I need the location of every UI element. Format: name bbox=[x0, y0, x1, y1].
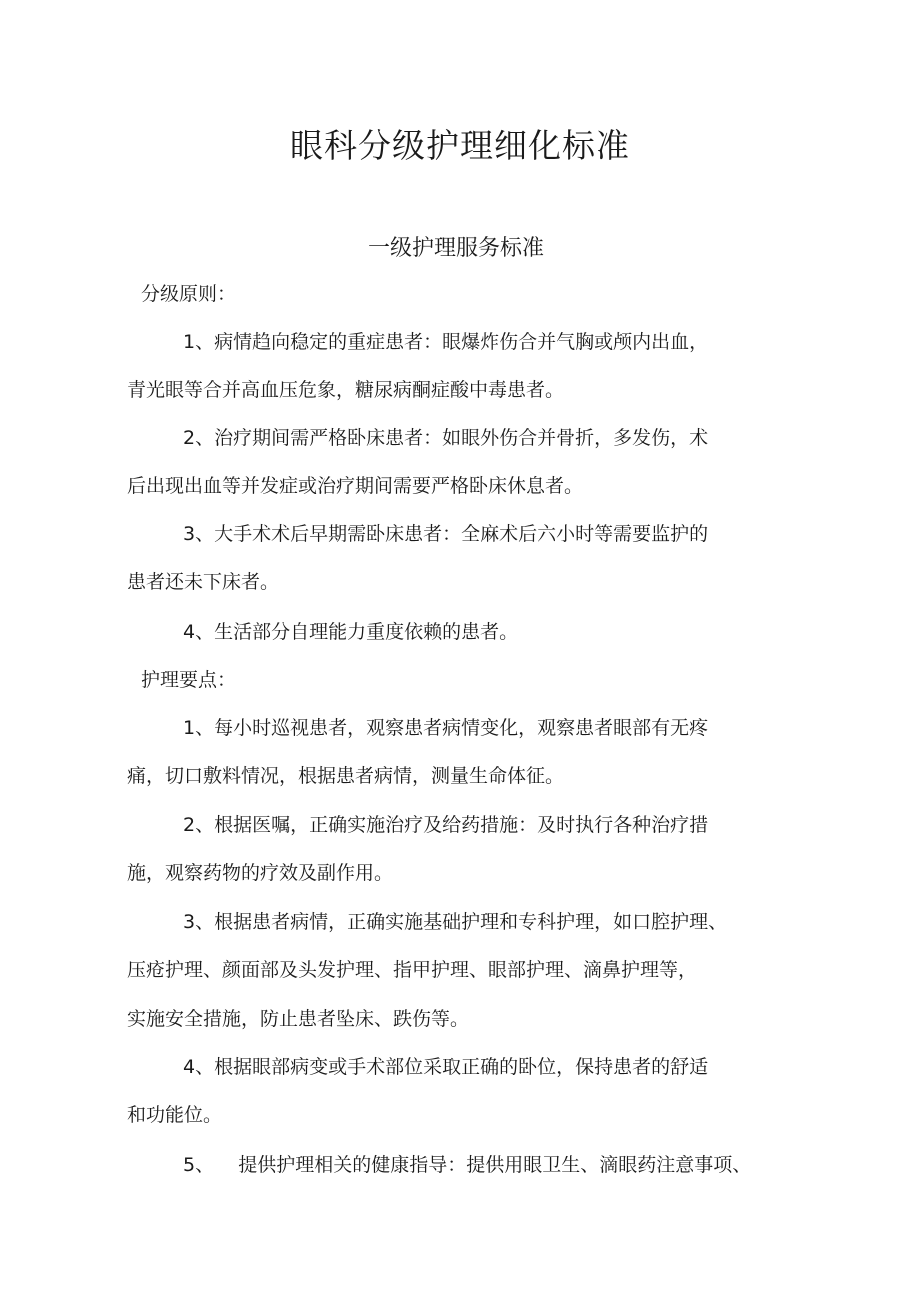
paragraph-line: 痛，切口敷料情况，根据患者病情，测量生命体征。 bbox=[127, 765, 565, 787]
paragraph-line: 后出现出血等并发症或治疗期间需要严格卧床休息者。 bbox=[127, 475, 584, 497]
paragraph-line: 施，观察药物的疗效及副作用。 bbox=[127, 862, 394, 884]
paragraph-line: 和功能位。 bbox=[127, 1104, 223, 1126]
paragraph-line: 青光眼等合并高血压危象，糖尿病酮症酸中毒患者。 bbox=[127, 379, 565, 401]
paragraph-line: 实施安全措施，防止患者坠床、跌伤等。 bbox=[127, 1008, 470, 1030]
paragraph-line: 患者还未下床者。 bbox=[127, 571, 280, 593]
paragraph-line: 5、 提供护理相关的健康指导：提供用眼卫生、滴眼药注意事项、 bbox=[183, 1154, 752, 1176]
paragraph-line: 2、根据医嘱，正确实施治疗及给药措施：及时执行各种治疗措 bbox=[183, 814, 709, 836]
document-subtitle: 一级护理服务标准 bbox=[367, 236, 544, 261]
paragraph-line: 3、大手术术后早期需卧床患者：全麻术后六小时等需要监护的 bbox=[183, 523, 709, 545]
paragraph-line: 1、病情趋向稳定的重症患者：眼爆炸伤合并气胸或颅内出血， bbox=[183, 331, 709, 353]
section-heading-nursing-points: 护理要点： bbox=[141, 669, 237, 691]
paragraph-line: 压疮护理、颜面部及头发护理、指甲护理、眼部护理、滴鼻护理等， bbox=[127, 959, 698, 981]
paragraph-line: 2、治疗期间需严格卧床患者：如眼外伤合并骨折，多发伤，术 bbox=[183, 427, 709, 449]
section-heading-classification: 分级原则： bbox=[141, 283, 237, 305]
paragraph-line: 3、根据患者病情，正确实施基础护理和专科护理，如口腔护理、 bbox=[183, 911, 728, 933]
paragraph-line: 1、每小时巡视患者，观察患者病情变化，观察患者眼部有无疼 bbox=[183, 717, 709, 739]
paragraph-line: 4、根据眼部病变或手术部位采取正确的卧位，保持患者的舒适 bbox=[183, 1056, 709, 1078]
document-title: 眼科分级护理细化标准 bbox=[290, 126, 630, 165]
paragraph-line: 4、生活部分自理能力重度依赖的患者。 bbox=[183, 621, 519, 643]
